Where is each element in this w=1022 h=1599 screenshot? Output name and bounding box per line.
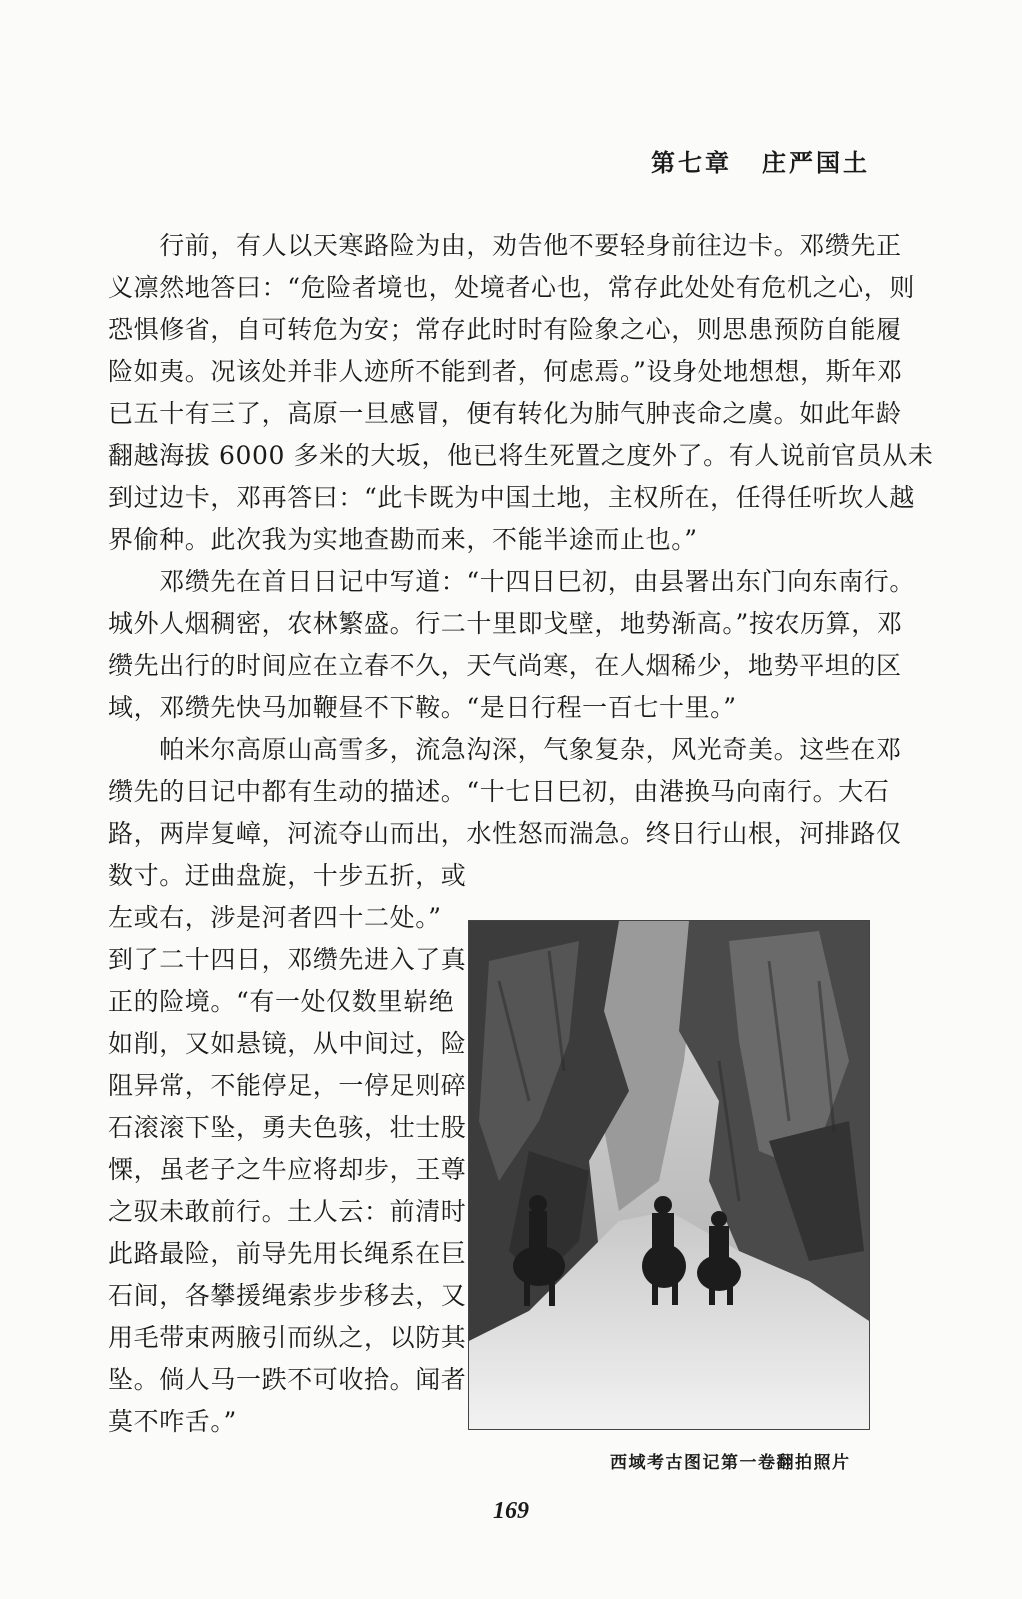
text-line: 缵先的日记中都有生动的描述。“十七日巳初，由港换马向南行。大石 [108,777,890,806]
text-line: 左或右，涉是河者四十二处。” [108,903,442,932]
text-line: 恐惧修省，自可转危为安；常存此时时有险象之心，则思患预防自能履 [108,315,902,344]
text-line: 翻越海拔 6000 多米的大坂，他已将生死置之度外了。有人说前官员从未 [108,441,934,470]
text-line: 之驭未敢前行。土人云：前清时 [108,1197,467,1226]
text-line: 正的险境。“有一处仅数里崭绝 [108,987,455,1016]
text-line: 险如夷。况该处并非人迹所不能到者，何虑焉。”设身处地想想，斯年邓 [108,357,903,386]
running-header [651,143,870,178]
text-line: 莫不咋舌。” [108,1407,237,1436]
text-line: 义凛然地答曰：“危险者境也，处境者心也，常存此处处有危机之心，则 [108,273,915,302]
text-line: 帕米尔高原山高雪多，流急沟深，气象复杂，风光奇美。这些在邓 [108,735,902,764]
text-line: 域，邓缵先快马加鞭昼不下鞍。“是日行程一百七十里。” [108,693,737,722]
text-line: 界偷种。此次我为实地查勘而来，不能半途而止也。” [108,525,698,554]
text-line: 阻异常，不能停足，一停足则碎 [108,1071,467,1100]
text-line: 此路最险，前导先用长绳系在巨 [108,1239,467,1268]
text-line: 石间，各攀援绳索步步移去，又 [108,1281,467,1310]
text-line: 缵先出行的时间应在立春不久，天气尚寒，在人烟稀少，地势平坦的区 [108,651,902,680]
text-line: 行前，有人以天寒路险为由，劝告他不要轻身前往边卡。邓缵先正 [108,231,902,260]
text-line: 到过边卡，邓再答曰：“此卡既为中国土地，主权所在，任得任听坎人越 [108,483,915,512]
text-line: 慄，虽老子之牛应将却步，王尊 [108,1155,467,1184]
chapter-title: 庄严国土 [762,148,870,177]
gorge-photo-illustration [469,921,869,1429]
text-line: 邓缵先在首日日记中写道：“十四日巳初，由县署出东门向东南行。 [108,567,915,596]
chapter-number: 第七章 [651,148,732,177]
page-number: 169 [493,1498,529,1524]
gorge-photo [468,920,870,1430]
text-line: 路，两岸复嶂，河流夺山而出，水性怒而湍急。终日行山根，河排路仅 [108,819,902,848]
text-line: 数寸。迂曲盘旋，十步五折，或 [108,861,467,890]
text-line: 已五十有三了，高原一旦感冒，便有转化为肺气肿丧命之虞。如此年龄 [108,399,902,428]
text-line: 到了二十四日，邓缵先进入了真 [108,945,467,974]
figure-caption: 西域考古图记第一卷翻拍照片 [610,1453,851,1473]
text-line: 石滚滚下坠，勇夫色骇，壮士股 [108,1113,467,1142]
text-line: 用毛带束两腋引而纵之，以防其 [108,1323,467,1352]
text-line: 坠。倘人马一跌不可收拾。闻者 [108,1365,467,1394]
text-line: 城外人烟稠密，农林繁盛。行二十里即戈壁，地势渐高。”按农历算，邓 [108,609,903,638]
text-line: 如削，又如悬镜，从中间过，险 [108,1029,467,1058]
